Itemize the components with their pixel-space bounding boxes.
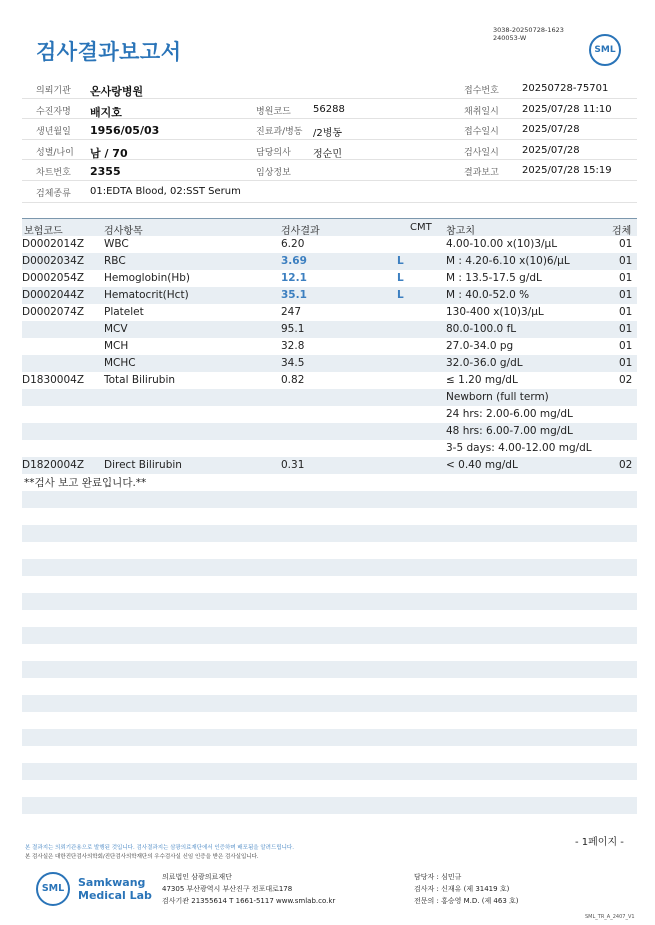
empty-row (22, 525, 637, 542)
cell-result: 0.82 (281, 374, 305, 386)
report-label: 결과보고 (464, 168, 499, 178)
cell-item: Hematocrit(Hct) (104, 289, 189, 301)
footer-staff (414, 871, 519, 907)
table-row (22, 236, 637, 253)
test-date-label: 검사일시 (464, 147, 499, 158)
cell-ref: 32.0-36.0 g/dL (446, 357, 523, 369)
report-title: 검사결과보고서 (36, 40, 182, 64)
page-number: - 1페이지 - (575, 837, 624, 848)
cell-spec: 01 (619, 306, 633, 318)
cell-item: Platelet (104, 306, 144, 318)
doc-id-line2: 240053-W (493, 34, 527, 42)
clinical-label: 임상정보 (256, 168, 291, 178)
info-row (22, 160, 637, 181)
cell-ref: ≤ 1.20 mg/dL (446, 374, 518, 386)
cell-item: Direct Bilirubin (104, 459, 182, 471)
collect-label: 채취일시 (464, 106, 499, 117)
empty-row (22, 593, 637, 610)
footer-address (162, 871, 335, 907)
manager: 담당자 : 심민규 (414, 873, 462, 881)
empty-row (22, 729, 637, 746)
dept-value: /2병동 (313, 128, 343, 139)
cell-result: 3.69 (281, 255, 307, 267)
cell-code: D1820004Z (22, 459, 85, 471)
cell-result: 34.5 (281, 357, 305, 369)
table-row (22, 355, 637, 372)
cell-cmt: L (397, 289, 404, 301)
brand-line1: Samkwang (78, 876, 146, 889)
receipt-no-value: 20250728-75701 (522, 83, 609, 94)
results-header (22, 218, 637, 236)
org-name: 의료법인 삼광의료재단 (162, 873, 232, 881)
sexage-label: 성별/나이 (36, 147, 74, 158)
cell-ref: 130-400 x(10)3/μL (446, 306, 544, 318)
cell-item: MCHC (104, 357, 136, 369)
empty-row (22, 695, 637, 712)
hospital-value: 온사랑병원 (90, 85, 144, 98)
header-result: 검사결과 (281, 226, 320, 237)
info-row (22, 119, 637, 140)
cell-result: 35.1 (281, 289, 307, 301)
hospital-code-label: 병원코드 (256, 106, 291, 117)
table-row (22, 389, 637, 406)
empty-rows (22, 491, 637, 831)
cell-ref: 48 hrs: 6.00-7.00 mg/dL (446, 425, 573, 437)
cell-result: 32.8 (281, 340, 305, 352)
birth-label: 생년월일 (36, 127, 71, 137)
info-row (22, 78, 637, 99)
footnote-1: 본 결과지는 의뢰기관용으로 발행된 것입니다. 검사결과지는 삼광의료재단에서 인증하며 배포됨을 알려드립니다. (25, 845, 294, 851)
cell-ref: Newborn (full term) (446, 391, 549, 403)
table-row (22, 321, 637, 338)
table-row (22, 372, 637, 389)
sml-logo: SML (589, 34, 621, 66)
table-row (22, 406, 637, 423)
cell-ref: 80.0-100.0 fL (446, 323, 517, 335)
empty-row (22, 763, 637, 780)
empty-row (22, 491, 637, 508)
hospital-label: 의뢰기관 (36, 86, 71, 96)
empty-row (22, 661, 637, 678)
cell-spec: 01 (619, 340, 633, 352)
report-value: 2025/07/28 15:19 (522, 165, 612, 176)
cell-code: D0002044Z (22, 289, 85, 301)
cell-ref: 3-5 days: 4.00-12.00 mg/dL (446, 442, 592, 454)
doctor-label: 담당의사 (256, 147, 291, 158)
footer-brand (78, 876, 152, 902)
test-date-value: 2025/07/28 (522, 144, 580, 156)
completion-note: **검사 보고 완료입니다.** (24, 477, 147, 489)
cell-code: D0002074Z (22, 306, 85, 318)
cell-spec: 01 (619, 272, 633, 284)
receipt-date-value: 2025/07/28 (522, 124, 580, 135)
cell-ref: 24 hrs: 2.00-6.00 mg/dL (446, 408, 573, 420)
empty-row (22, 559, 637, 576)
empty-row (22, 627, 637, 644)
receipt-no-label: 접수번호 (464, 86, 499, 96)
dept-label: 진료과/병동 (256, 127, 303, 137)
cell-spec: 01 (619, 289, 633, 301)
cell-spec: 01 (619, 357, 633, 369)
cell-ref: M : 4.20-6.10 x(10)6/μL (446, 255, 570, 267)
cell-ref: < 0.40 mg/dL (446, 459, 518, 471)
patient-value: 배지호 (90, 105, 122, 119)
cell-item: MCV (104, 323, 128, 335)
header-item: 검사항목 (104, 226, 143, 237)
cell-spec: 01 (619, 238, 633, 250)
cell-result: 12.1 (281, 272, 307, 284)
header-code: 보험코드 (24, 226, 63, 237)
table-row (22, 304, 637, 321)
table-row (22, 338, 637, 355)
receipt-date-label: 접수일시 (464, 127, 499, 137)
cell-item: Total Bilirubin (104, 374, 176, 386)
cell-ref: M : 13.5-17.5 g/dL (446, 272, 542, 284)
document-id (493, 26, 564, 42)
info-row (22, 99, 637, 120)
sexage-value: 남 / 70 (90, 146, 128, 160)
cell-result: 247 (281, 306, 302, 318)
cell-cmt: L (397, 255, 404, 267)
cell-item: WBC (104, 238, 129, 250)
info-row (22, 181, 637, 203)
cell-spec: 01 (619, 255, 633, 267)
results-table (22, 236, 637, 474)
info-row (22, 140, 637, 161)
doc-id-line1: 3038-20250728-1623 (493, 26, 564, 34)
table-row (22, 423, 637, 440)
cell-spec: 02 (619, 459, 633, 471)
header-cmt: CMT (410, 222, 432, 233)
cell-ref: 27.0-34.0 pg (446, 340, 514, 352)
cell-item: RBC (104, 255, 126, 267)
cell-ref: M : 40.0-52.0 % (446, 289, 530, 301)
footnote-2: 본 검사실은 대한진단검사의학회/진단검사의학재단의 우수검사실 신임 인증을 받은 검사실입니다. (25, 854, 259, 860)
chart-value: 2355 (90, 165, 121, 178)
cell-code: D1830004Z (22, 374, 85, 386)
cell-spec: 02 (619, 374, 633, 386)
cell-spec: 01 (619, 323, 633, 335)
table-row (22, 287, 637, 304)
empty-row (22, 797, 637, 814)
footer-logo: SML (36, 872, 70, 906)
doctor-value: 정순민 (313, 148, 342, 160)
brand-line2: Medical Lab (78, 889, 152, 902)
header-ref: 참고치 (446, 226, 475, 237)
hospital-code-value: 56288 (313, 103, 345, 115)
table-row (22, 253, 637, 270)
cell-item: Hemoglobin(Hb) (104, 272, 191, 284)
cell-code: D0002054Z (22, 272, 85, 284)
tester: 검사자 : 신재유 (제 31419 호) (414, 885, 510, 893)
cell-result: 6.20 (281, 238, 305, 250)
cell-code: D0002014Z (22, 238, 85, 250)
cell-code: D0002034Z (22, 255, 85, 267)
specimen-label: 검체종류 (36, 188, 71, 199)
contact: 검사기관 21355614 T 1661-5117 www.smlab.co.kr (162, 897, 336, 905)
collect-value: 2025/07/28 11:10 (522, 103, 612, 115)
header-spec: 검체 (612, 226, 632, 237)
cell-result: 0.31 (281, 459, 305, 471)
cell-item: MCH (104, 340, 129, 352)
specimen-value: 01:EDTA Blood, 02:SST Serum (90, 185, 241, 197)
cell-result: 95.1 (281, 323, 305, 335)
cell-ref: 4.00-10.00 x(10)3/μL (446, 238, 558, 250)
table-row (22, 440, 637, 457)
address: 47305 부산광역시 부산진구 전포대로178 (162, 885, 293, 893)
form-code: SML_TR_A_2407_V1 (585, 914, 635, 920)
table-row (22, 270, 637, 287)
patient-label: 수진자명 (36, 106, 71, 117)
patient-info (22, 78, 637, 203)
specialist: 전문의 : 홍승영 M.D. (제 463 호) (414, 897, 519, 905)
birth-value: 1956/05/03 (90, 124, 160, 137)
table-row (22, 457, 637, 474)
cell-cmt: L (397, 272, 404, 284)
chart-label: 차트번호 (36, 168, 71, 178)
